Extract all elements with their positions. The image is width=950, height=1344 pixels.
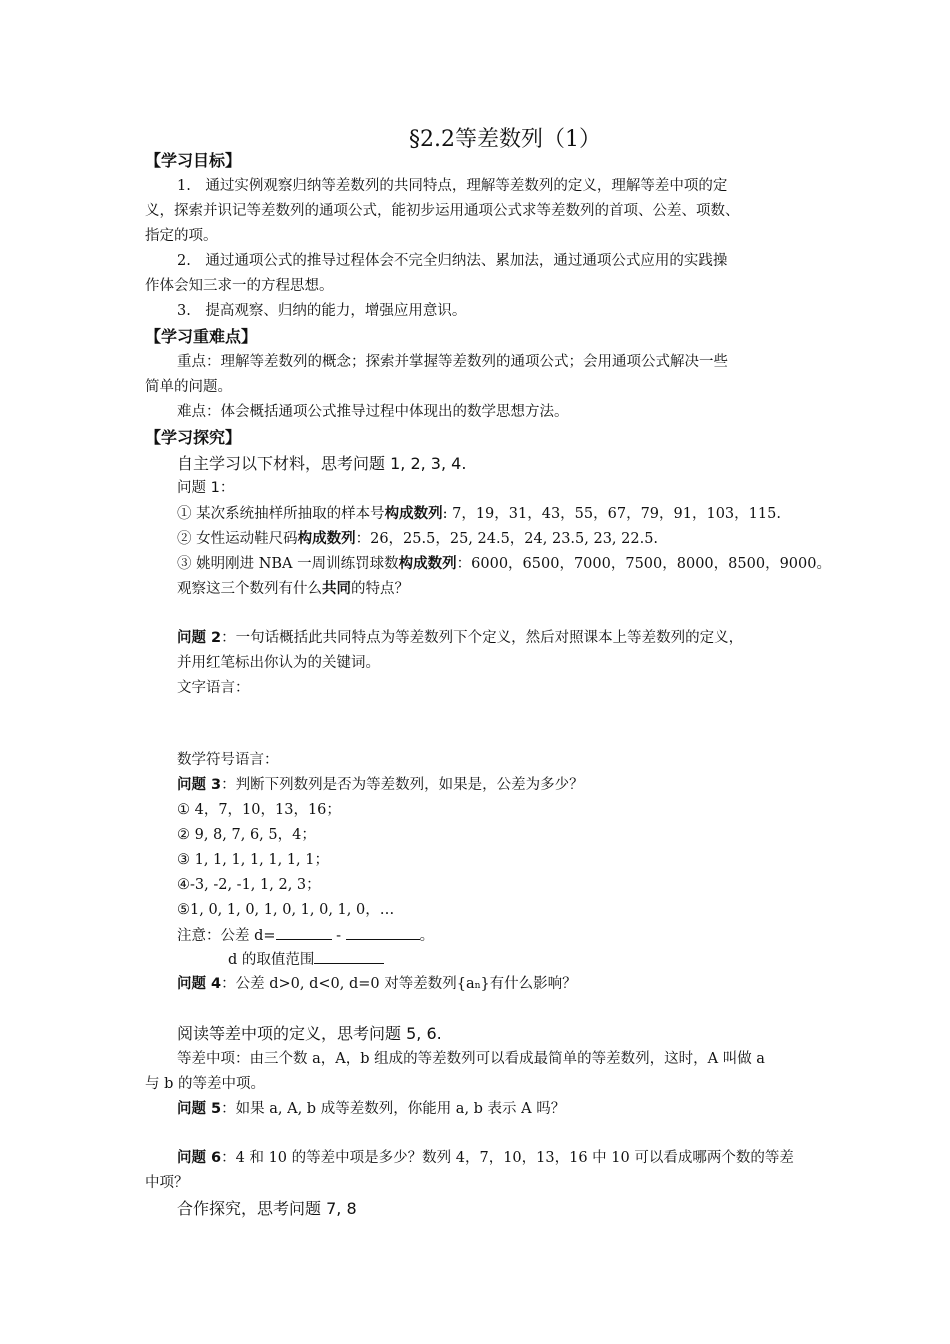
sequence-1: ① 4，7，10，13，16； — [177, 802, 341, 818]
goal-2-line-1: 2. 通过通项公式的推导过程体会不完全归纳法、累加法，通过通项公式应用的实践操 — [177, 253, 728, 269]
goal-2-line-2: 作体会知三求一的方程思想。 — [145, 278, 334, 294]
question-3: 问题 3：判断下列数列是否为等差数列，如果是，公差为多少？ — [177, 777, 584, 793]
question-2-line-2: 并用红笔标出你认为的关键词。 — [177, 655, 380, 671]
blank-line[interactable] — [346, 923, 420, 940]
question-6-line-1: 问题 6：4 和 10 的等差中项是多少？数列 4，7，10，13，16 中 10 可以看成哪两个数的等差 — [177, 1150, 794, 1166]
observe-question: 观察这三个数列有什么共同的特点？ — [177, 580, 409, 597]
explore-heading: 【学习探究】 — [145, 428, 242, 447]
blank-line[interactable] — [276, 923, 332, 940]
focus-line-1: 重点：理解等差数列的概念；探索并掌握等差数列的通项公式；会用通项公式解决一些 — [177, 354, 728, 370]
sequence-2: ② 9, 8, 7, 6, 5，4； — [177, 827, 316, 843]
difficulty: 难点：体会概括通项公式推导过程中体现出的数学思想方法。 — [177, 404, 569, 420]
goals-heading: 【学习目标】 — [145, 151, 242, 170]
goal-3: 3. 提高观察、归纳的能力，增强应用意识。 — [177, 303, 467, 319]
math-language-label: 数学符号语言： — [177, 752, 279, 768]
question-1-label: 问题 1： — [177, 480, 235, 496]
question-5: 问题 5：如果 a, A, b 成等差数列，你能用 a, b 表示 A 吗？ — [177, 1101, 566, 1117]
page-title: §2.2等差数列（1） — [409, 127, 601, 152]
self-study-instruction: 自主学习以下材料，思考问题 1, 2, 3, 4. — [177, 454, 467, 473]
read-arithmetic-mean-instruction: 阅读等差中项的定义，思考问题 5, 6. — [177, 1024, 442, 1043]
range-note: d 的取值范围 — [228, 947, 810, 973]
goal-1-line-1: 1. 通过实例观察归纳等差数列的共同特点，理解等差数列的定义，理解等差中项的定 — [177, 178, 728, 194]
goal-1-line-2: 义，探索并识记等差数列的通项公式，能初步运用通项公式求等差数列的首项、公差、项数、 — [145, 203, 740, 219]
sequence-example-b: ② 女性运动鞋尺码构成数列：26，25.5，25, 24.5，24, 23.5, 23, 22.5. — [177, 530, 659, 547]
arithmetic-mean-definition-line-2: 与 b 的等差中项。 — [145, 1076, 265, 1092]
common-difference-note: 注意：公差 d= - 。 — [177, 923, 810, 949]
sequence-5: ⑤1, 0, 1, 0, 1, 0, 1, 0, 1, 0，… — [177, 902, 395, 918]
cooperative-exploration-instruction: 合作探究，思考问题 7, 8 — [177, 1199, 357, 1218]
question-6-line-2: 中项？ — [145, 1175, 189, 1191]
goal-1-line-3: 指定的项。 — [145, 228, 218, 244]
sequence-example-c: ③ 姚明刚进 NBA 一周训练罚球数构成数列：6000，6500，7000，7500，8000，8500，9000。 — [177, 555, 831, 572]
question-2-line-1: 问题 2：一句话概括此共同特点为等差数列下个定义，然后对照课本上等差数列的定义， — [177, 630, 744, 646]
sequence-4: ④-3, -2, -1, 1, 2, 3； — [177, 877, 321, 893]
keypoints-heading: 【学习重难点】 — [145, 327, 258, 346]
focus-line-2: 简单的问题。 — [145, 379, 232, 395]
sequence-3: ③ 1, 1, 1, 1, 1, 1, 1； — [177, 852, 329, 868]
blank-line[interactable] — [314, 947, 384, 964]
question-4: 问题 4：公差 d>0, d<0, d=0 对等差数列{an}有什么影响？ — [177, 976, 577, 992]
sequence-example-a: ① 某次系统抽样所抽取的样本号构成数列: 7，19，31，43，55，67，79，91，103，115. — [177, 505, 781, 522]
text-language-label: 文字语言： — [177, 680, 250, 696]
arithmetic-mean-definition-line-1: 等差中项：由三个数 a，A，b 组成的等差数列可以看成最简单的等差数列，这时，A 叫做 a — [177, 1051, 765, 1067]
